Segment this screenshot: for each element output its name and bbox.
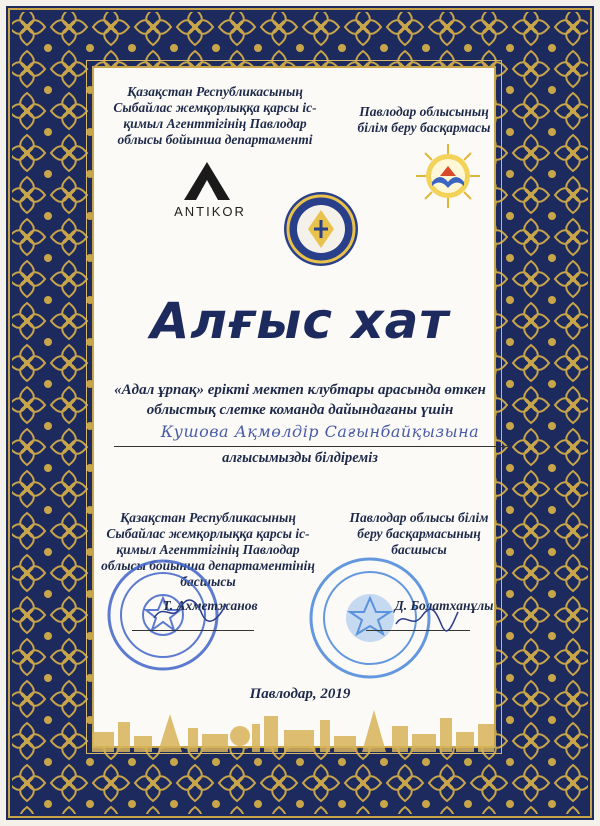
place-and-year: Павлодар, 2019 xyxy=(249,686,351,702)
antikor-logo-icon xyxy=(178,160,236,202)
recipient-name: Кушова Ақмөлдір Сағынбайқызына xyxy=(160,422,480,441)
signature-scribble-right xyxy=(392,606,462,632)
award-reason: «Адал ұрпақ» ерікті мектеп клубтары арасында өткен облыстық слетке команда дайындағаны үшін xyxy=(114,382,486,418)
issuer-left: Қазақстан Республикасының Сыбайлас жемқорлыққа қарсы іс-қимыл Агенттігінің Павлодар облысы бойынша департаменті xyxy=(113,84,317,147)
antikor-logo-text: ANTIKOR xyxy=(174,204,246,219)
signatory-left-name: Т. Ахметжанов xyxy=(162,598,258,613)
gratitude-line: алғысымызды білдіреміз xyxy=(222,450,378,466)
recipient-underline xyxy=(114,446,510,447)
signatory-right-title: Павлодар облысы білім беру басқармасының басшысы xyxy=(349,510,489,557)
signatory-right-name: Д. Болатханұлы xyxy=(394,598,494,613)
sun-book-emblem-icon xyxy=(414,142,482,210)
school-club-emblem-icon xyxy=(282,190,360,268)
signatory-left-title: Қазақстан Республикасының Сыбайлас жемқорлыққа қарсы іс-қимыл Агенттігінің Павлодар облысы бойынша департаментінің басшысы xyxy=(101,510,315,589)
city-skyline-decoration xyxy=(88,706,500,752)
signature-scribble-left xyxy=(150,596,230,626)
signature-line-left xyxy=(132,630,254,631)
issuer-right: Павлодар облысының білім беру басқармасы xyxy=(357,104,491,135)
certificate-title: Алғыс хат xyxy=(150,292,450,350)
